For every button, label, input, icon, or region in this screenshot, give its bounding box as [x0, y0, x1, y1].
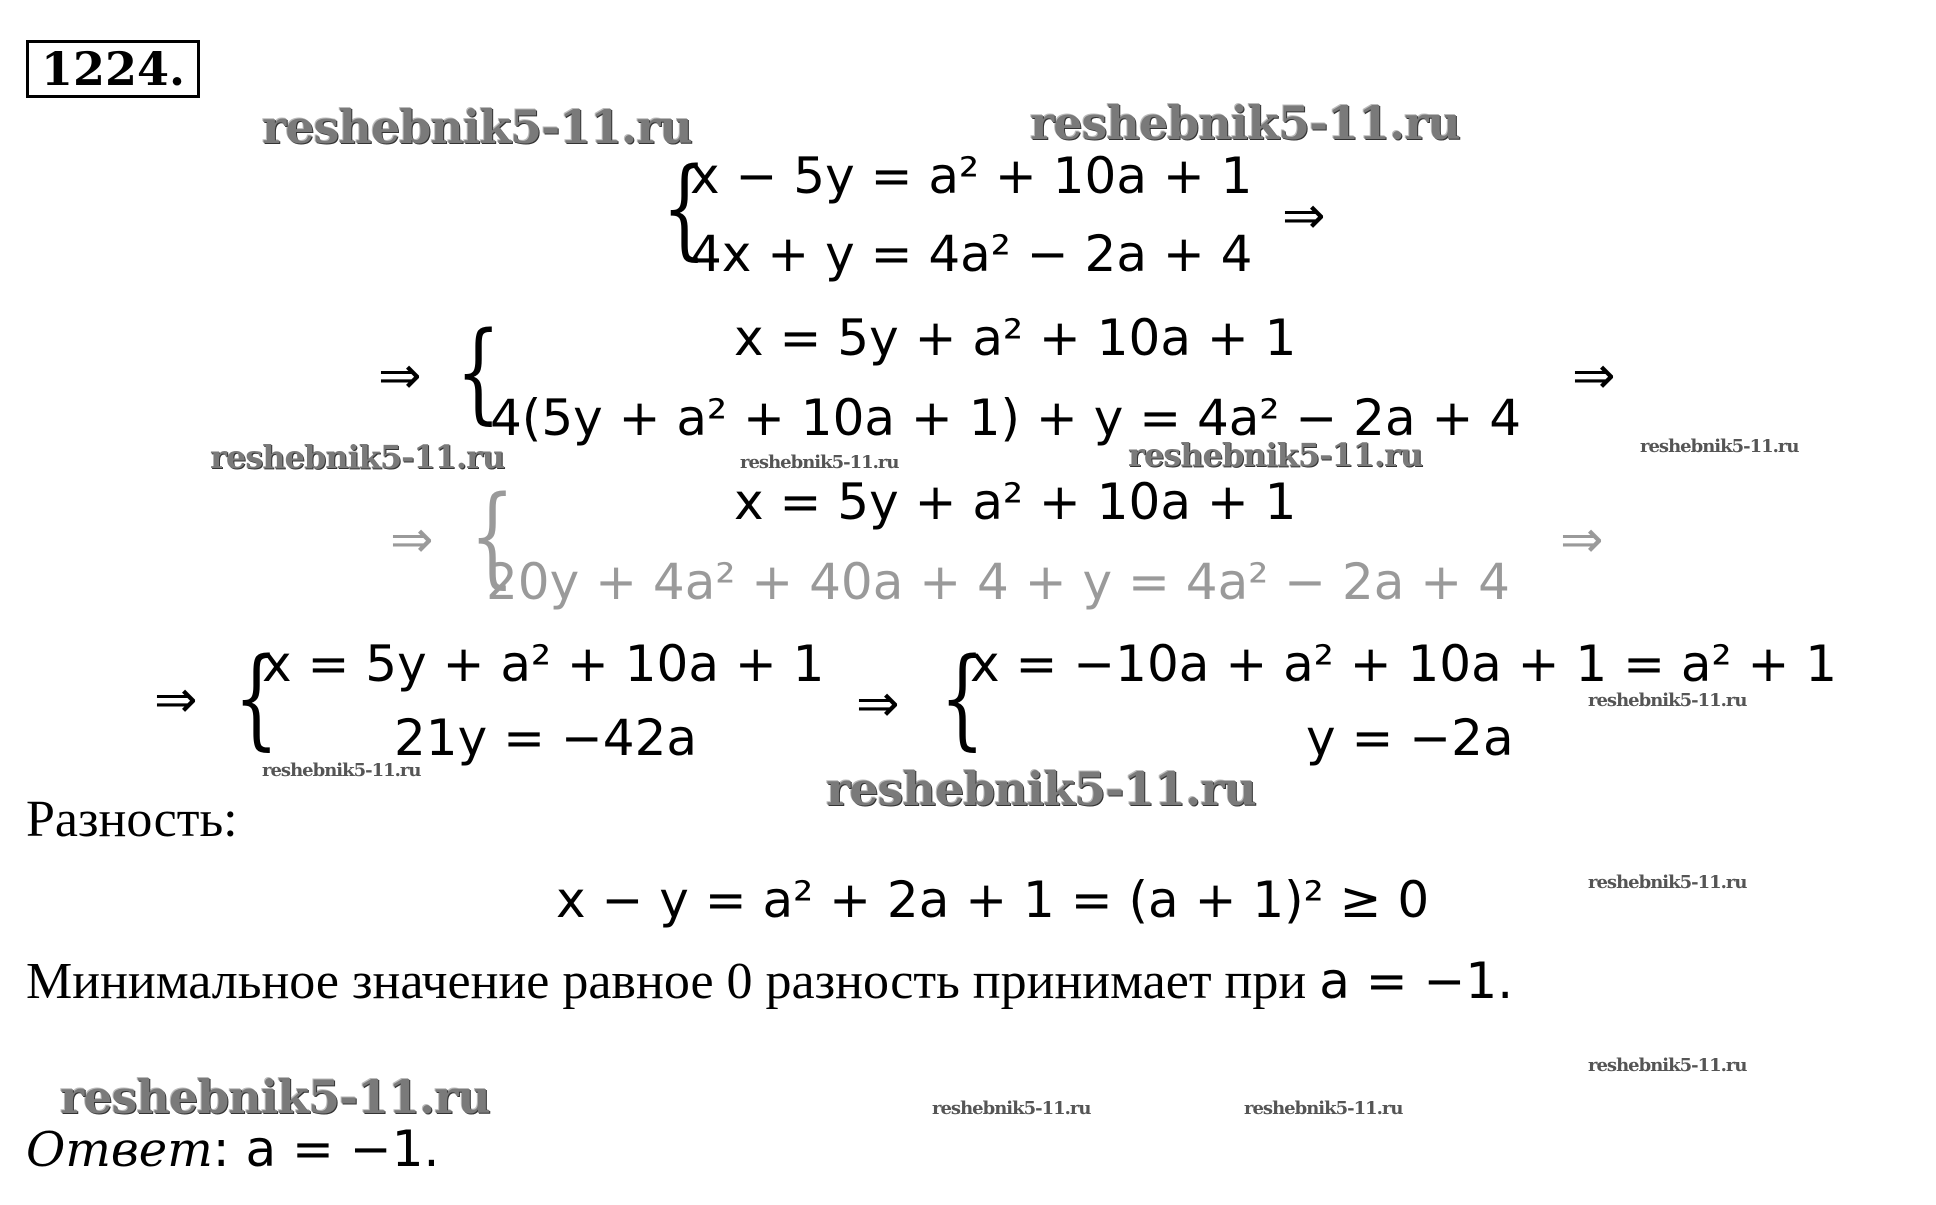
implies-arrow: ⇒: [1282, 186, 1326, 246]
problem-number: 1224.: [26, 40, 200, 98]
watermark: reshebnik5-11.ru: [60, 1070, 490, 1124]
system4-line1: x = 5y + a² + 10a + 1: [262, 635, 825, 693]
system4-line2: 21y = −42a: [394, 709, 698, 767]
system2-line2: 4(5y + a² + 10a + 1) + y = 4a² − 2a + 4: [490, 389, 1522, 447]
difference-formula: x − y = a² + 2a + 1 = (a + 1)² ≥ 0: [556, 871, 1430, 929]
watermark: reshebnik5-11.ru: [1128, 436, 1423, 474]
implies-arrow: ⇒: [154, 670, 198, 730]
watermark: reshebnik5-11.ru: [1640, 436, 1799, 457]
implies-arrow: ⇒: [856, 674, 900, 734]
watermark: reshebnik5-11.ru: [826, 762, 1256, 816]
brace: {: [234, 634, 279, 762]
watermark: reshebnik5-11.ru: [932, 1098, 1091, 1119]
system3-line1: x = 5y + a² + 10a + 1: [734, 473, 1297, 531]
min-statement: [26, 952, 1513, 1012]
answer-value: : a = −1.: [212, 1120, 440, 1178]
implies-arrow: ⇒: [1560, 510, 1604, 570]
system5-line1: x = −10a + a² + 10a + 1 = a² + 1: [970, 635, 1838, 693]
watermark: reshebnik5-11.ru: [1588, 1055, 1747, 1076]
answer-label: Ответ: [26, 1122, 213, 1178]
system5-line2: y = −2a: [1306, 709, 1514, 767]
watermark: reshebnik5-11.ru: [1588, 690, 1747, 711]
min-value: a = −1.: [1319, 952, 1514, 1010]
system2-line1: x = 5y + a² + 10a + 1: [734, 309, 1297, 367]
difference-label: Разность:: [26, 791, 238, 848]
implies-arrow: ⇒: [1572, 346, 1616, 406]
min-statement-text: Минимальное значение равное 0 разность принимает при: [26, 953, 1307, 1010]
brace: {: [662, 144, 707, 272]
brace: {: [470, 472, 515, 600]
system3-line2: 20y + 4a² + 40a + 4 + y = 4a² − 2a + 4: [486, 553, 1510, 611]
brace: {: [940, 634, 985, 762]
brace: {: [456, 308, 501, 436]
system1-line1: x − 5y = a² + 10a + 1: [690, 147, 1253, 205]
answer: [26, 1120, 439, 1180]
watermark: reshebnik5-11.ru: [210, 438, 505, 476]
watermark: reshebnik5-11.ru: [1244, 1098, 1403, 1119]
implies-arrow: ⇒: [378, 346, 422, 406]
watermark: reshebnik5-11.ru: [1030, 96, 1460, 150]
watermark: reshebnik5-11.ru: [1588, 872, 1747, 893]
system1-line2: 4x + y = 4a² − 2a + 4: [690, 225, 1253, 283]
watermark: reshebnik5-11.ru: [262, 100, 692, 154]
watermark: reshebnik5-11.ru: [262, 760, 421, 781]
watermark: reshebnik5-11.ru: [740, 452, 899, 473]
implies-arrow: ⇒: [390, 510, 434, 570]
